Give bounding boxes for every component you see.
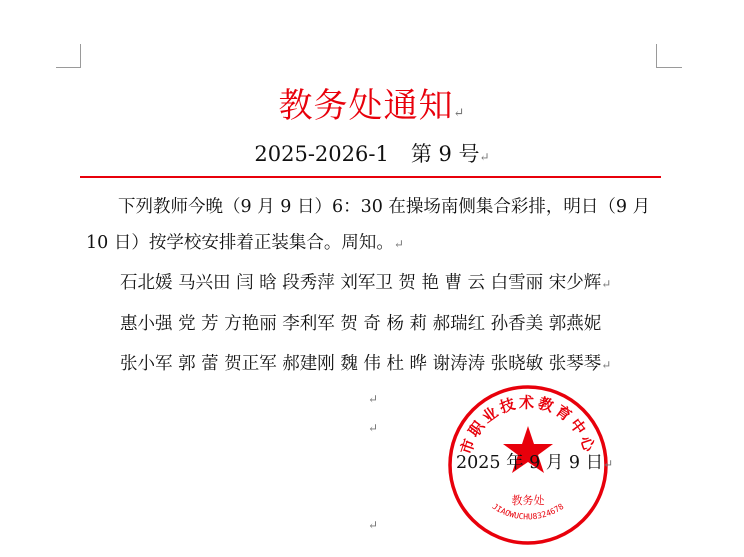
- paragraph-mark: ↵: [601, 277, 612, 291]
- name-row-text: 惠小强 党 芳 方艳丽 李利军 贺 奇 杨 莉 郝瑞红 孙香美 郭燕妮: [120, 314, 602, 334]
- seal-org-text: 市职业技术教育中心: [456, 393, 600, 457]
- document-number: [0, 138, 744, 168]
- name-row: [120, 304, 680, 344]
- red-separator-line: [80, 176, 661, 178]
- teacher-name-list: [120, 263, 680, 385]
- paragraph-mark: ↵: [368, 392, 379, 406]
- name-row-text: 张小军 郭 蕾 贺正军 郝建刚 魏 伟 杜 晔 谢涛涛 张晓敏 张琴琴: [120, 354, 602, 374]
- paragraph-mark: ↵: [368, 421, 379, 435]
- paragraph-mark: ↵: [603, 457, 614, 471]
- seal-code-text: JIAOWUCHU8324678: [490, 501, 566, 522]
- notice-title-text: 教务处通知: [278, 86, 454, 126]
- paragraph-mark: ↵: [479, 150, 490, 164]
- paragraph-mark: ↵: [453, 106, 466, 121]
- seal-dept-text: 教务处: [511, 494, 545, 507]
- crop-mark-top-right-h: [656, 67, 682, 68]
- notice-date: [456, 449, 613, 474]
- paragraph-mark: ↵: [393, 237, 404, 251]
- crop-mark-top-right: [656, 44, 657, 68]
- doc-number-year: 2025-2026-1: [254, 142, 389, 166]
- name-row-text: 石北媛 马兴田 闫 晗 段秀萍 刘军卫 贺 艳 曹 云 白雪丽 宋少辉: [120, 273, 602, 293]
- doc-issue: 第 9 号: [410, 142, 480, 166]
- paragraph-mark: ↵: [601, 358, 612, 372]
- crop-mark-top-left-h: [56, 67, 81, 68]
- notice-body: [86, 189, 662, 262]
- notice-date-text: 2025 年 9 月 9 日: [456, 453, 604, 473]
- crop-mark-top-left: [80, 44, 81, 68]
- notice-title: [0, 78, 744, 127]
- paragraph-mark: ↵: [368, 518, 379, 532]
- name-row: [120, 263, 680, 304]
- notice-body-text: 下列教师今晚（9 月 9 日）6：30 在操场南侧集合彩排，明日（9 月 10 日）按学校安排着正装集合。周知。: [86, 197, 651, 253]
- name-row: [120, 344, 680, 385]
